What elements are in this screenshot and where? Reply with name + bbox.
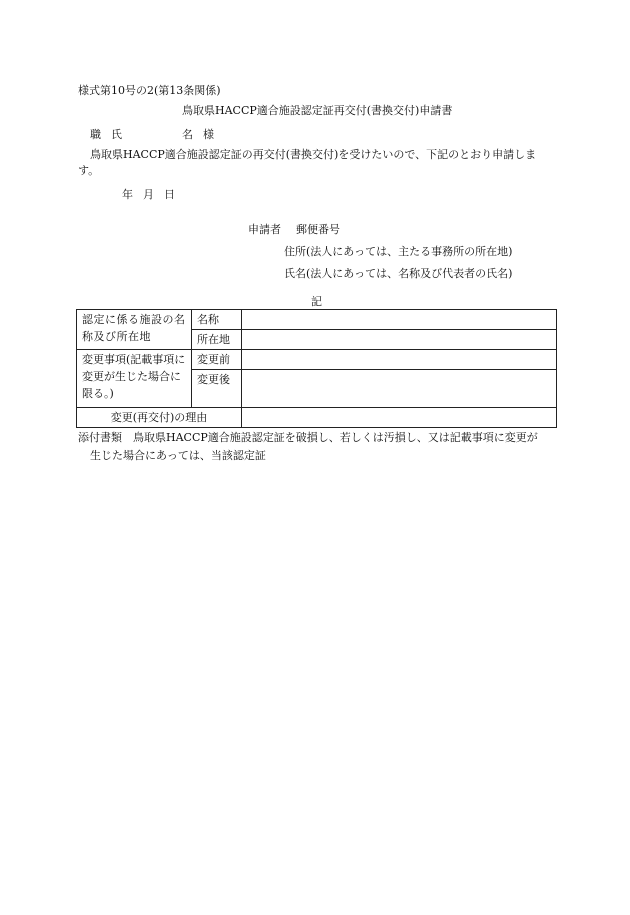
form-number: 様式第10号の2(第13条関係)	[78, 84, 221, 97]
date-year: 年	[122, 188, 133, 201]
date-day: 日	[164, 188, 175, 201]
applicant-label: 申請者	[248, 223, 281, 236]
reason-field[interactable]	[242, 408, 557, 428]
reason-label-cell: 変更(再交付)の理由	[77, 408, 242, 428]
postal-code-label: 郵便番号	[296, 223, 340, 236]
body-text-line1: 鳥取県HACCP適合施設認定証の再交付(書換交付)を受けたいので、下記のとおり申請しま	[90, 148, 537, 161]
date-month: 月	[143, 188, 154, 201]
facility-name-field[interactable]	[242, 310, 557, 330]
addressee-surname: 氏	[111, 128, 122, 141]
addressee-name: 名	[182, 128, 193, 141]
attachment-line2: 生じた場合にあっては、当該認定証	[90, 449, 266, 462]
after-change-field[interactable]	[242, 370, 557, 408]
addressee-position: 職	[90, 128, 101, 141]
ki-heading: 記	[311, 295, 322, 308]
facility-header: 認定に係る施設の名称及び所在地	[77, 310, 192, 350]
application-table	[76, 309, 557, 428]
after-label-cell: 変更後	[192, 370, 242, 408]
address-label: 住所(法人にあっては、主たる事務所の所在地)	[284, 245, 513, 258]
change-header: 変更事項(記載事項に変更が生じた場合に限る。)	[77, 350, 192, 408]
facility-location-field[interactable]	[242, 330, 557, 350]
addressee-honorific: 様	[203, 128, 214, 141]
name-label-cell: 名称	[192, 310, 242, 330]
table-row	[77, 408, 557, 428]
applicant-name-label: 氏名(法人にあっては、名称及び代表者の氏名)	[284, 267, 513, 280]
addressee	[90, 128, 214, 142]
body-text-line2: す。	[78, 164, 100, 177]
before-label-cell: 変更前	[192, 350, 242, 370]
table-row	[77, 310, 557, 330]
before-change-field[interactable]	[242, 350, 557, 370]
document-title: 鳥取県HACCP適合施設認定証再交付(書換交付)申請書	[182, 104, 453, 117]
date-line	[122, 188, 175, 202]
attachment-line1: 添付書類 鳥取県HACCP適合施設認定証を破損し、若しくは汚損し、又は記載事項に変更が	[78, 431, 538, 444]
location-label-cell: 所在地	[192, 330, 242, 350]
table-row	[77, 350, 557, 370]
